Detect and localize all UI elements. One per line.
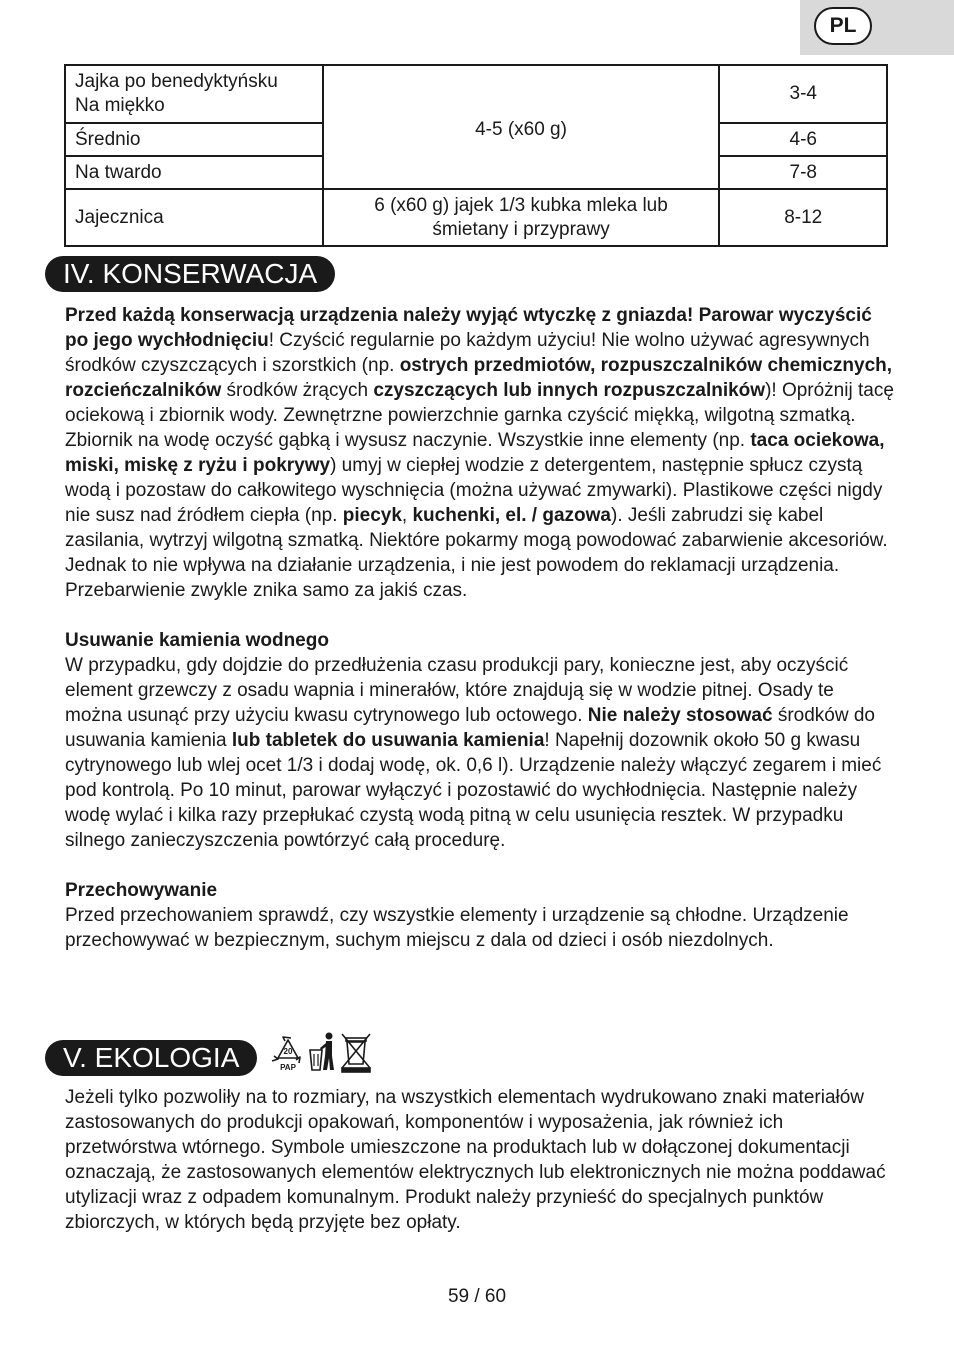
table-cell: 8-12 bbox=[719, 189, 887, 246]
ecology-text bbox=[65, 1085, 895, 1235]
paragraph: Jeżeli tylko pozwoliły na to rozmiary, na wszystkich elementach wydrukowano znaki materiałów zastosowanych do produkcji opakowań, komponentów i wyposażenia, jak również ich przetwórstwa wtórnego. Symbole umieszczone na produktach lub w dołączonej dokumentacji oznaczają, że zastosowanych elementów elektrycznych lub elektronicznych nie można poddawać utylizacji wraz z odpadem komunalnym. Produkt należy przynieść do specjalnych punktów zbiorczych, w których będą przyjęte bez opłaty. bbox=[65, 1087, 886, 1233]
text-run: środków do usuwania kamienia bbox=[65, 705, 876, 751]
ecology-icons bbox=[270, 1030, 376, 1079]
table-cell: 4-5 (x60 g) bbox=[323, 65, 720, 189]
recycle-label: PAP bbox=[280, 1063, 296, 1072]
recycle-code: 20 bbox=[283, 1047, 293, 1056]
text-run: piecyk bbox=[342, 505, 402, 526]
table-cell-line: śmietany i przyprawy bbox=[432, 218, 610, 240]
text-run: czyszczących lub innych rozpuszczalników bbox=[373, 380, 766, 401]
text-run: )! Opróżnij tacę ociekową i zbiornik wody. Zewnętrzne powierzchnie garnka czyścić miękką, wilgotną szmatką. Zbiornik na wodę oczyść gąbką i wysusz naczynie. Wszystkie inne elementy (np. bbox=[65, 380, 894, 451]
table-cell-line: Jajka po benedyktyńsku bbox=[75, 71, 278, 92]
table-row bbox=[65, 189, 887, 246]
text-run: ! Napełnij dozownik około 50 g kwasu cytrynowego lub wlej ocet 1/3 i dodaj wodę, ok. 0,6 l). Urządzenie należy włączyć zegarem i mieć pod kontrolą. Po 10 minut, parowar wyłączyć i pozostawić do wychłodnięcia. Następnie należy wodę wylać i kilka razy przepłukać czystą wodą pitną w celu usunięcia resztek. W przypadku silnego zanieczyszczenia powtórzyć całą procedurę. bbox=[65, 730, 882, 851]
tidyman-icon bbox=[310, 1033, 334, 1071]
table-cell: Na twardo bbox=[65, 156, 323, 189]
text-run: lub tabletek do usuwania kamienia bbox=[231, 730, 545, 751]
text-run: taca ociekowa, miski, miskę z ryżu i pokrywy bbox=[65, 430, 885, 476]
maintenance-text bbox=[65, 303, 895, 953]
cooking-table bbox=[64, 64, 888, 247]
text-run: Przed każdą konserwacją urządzenia należy wyjąć wtyczkę z gniazda! Parowar wyczyścić po jego wychłodnięciu bbox=[65, 305, 872, 351]
text-run: kuchenki, el. / gazowa bbox=[412, 505, 611, 526]
text-run: ostrych przedmiotów, rozpuszczalników chemicznych, rozcieńczalników bbox=[65, 355, 893, 401]
text-run: ! Czyścić regularnie po każdym użyciu! Nie wolno używać agresywnych środków czyszczących i szorstkich (np. bbox=[65, 330, 870, 376]
page-number: 59 / 60 bbox=[447, 1286, 507, 1307]
crossed-bin-icon bbox=[342, 1034, 370, 1072]
table-cell bbox=[65, 65, 323, 123]
text-run: , bbox=[401, 505, 413, 526]
table-cell bbox=[323, 189, 720, 246]
paragraph: Przed przechowaniem sprawdź, czy wszystkie elementy i urządzenie są chłodne. Urządzenie przechowywać w bezpiecznym, suchym miejscu z dala od dzieci i osób niezdolnych. bbox=[65, 905, 849, 951]
language-badge: PL bbox=[814, 7, 872, 45]
recycle-pap-icon bbox=[270, 1030, 376, 1074]
text-run: ) umyj w ciepłej wodzie z detergentem, następnie spłucz czystą wodą i pozostaw do całkowitego wyschnięcia (można używać zmywarki). Plastikowe części nigdy nie susz nad źródłem ciepła (np. bbox=[65, 455, 883, 526]
section-heading-maintenance: IV. KONSERWACJA bbox=[45, 256, 335, 292]
table-cell: 7-8 bbox=[719, 156, 887, 189]
table-cell: 3-4 bbox=[719, 65, 887, 123]
paragraph bbox=[65, 303, 895, 603]
table-cell: Jajecznica bbox=[65, 189, 323, 246]
subheading-descaling: Usuwanie kamienia wodnego bbox=[65, 630, 329, 651]
table-cell-line: Na miękko bbox=[75, 95, 165, 116]
table-cell-line: 6 (x60 g) jajek 1/3 kubka mleka lub bbox=[374, 194, 668, 216]
text-run: W przypadku, gdy dojdzie do przedłużenia czasu produkcji pary, konieczne jest, aby oczyścić element grzewczy z osadu wapnia i minerałów, które znajdują się w wodzie pitnej. Osady te można usunąć przy użyciu kwasu cytrynowego lub octowego. bbox=[65, 655, 849, 726]
table-row bbox=[65, 65, 887, 123]
paragraph bbox=[65, 653, 895, 853]
text-run: ). Jeśli zabrudzi się kabel zasilania, wytrzyj wilgotną szmatką. Niektóre pokarmy mogą powodować zabarwienie akcesoriów. Jednak to nie wpływa na działanie urządzenia, i nie jest powodem do reklamacji urządzenia. Przebarwienie zwykle znika samo za jakiś czas. bbox=[65, 505, 888, 601]
subheading-storage: Przechowywanie bbox=[65, 880, 218, 901]
table-cell: Średnio bbox=[65, 123, 323, 156]
text-run: środków żrących bbox=[221, 380, 374, 401]
section-heading-ecology: V. EKOLOGIA bbox=[45, 1040, 257, 1076]
table-cell: 4-6 bbox=[719, 123, 887, 156]
text-run: Nie należy stosować bbox=[587, 705, 773, 726]
